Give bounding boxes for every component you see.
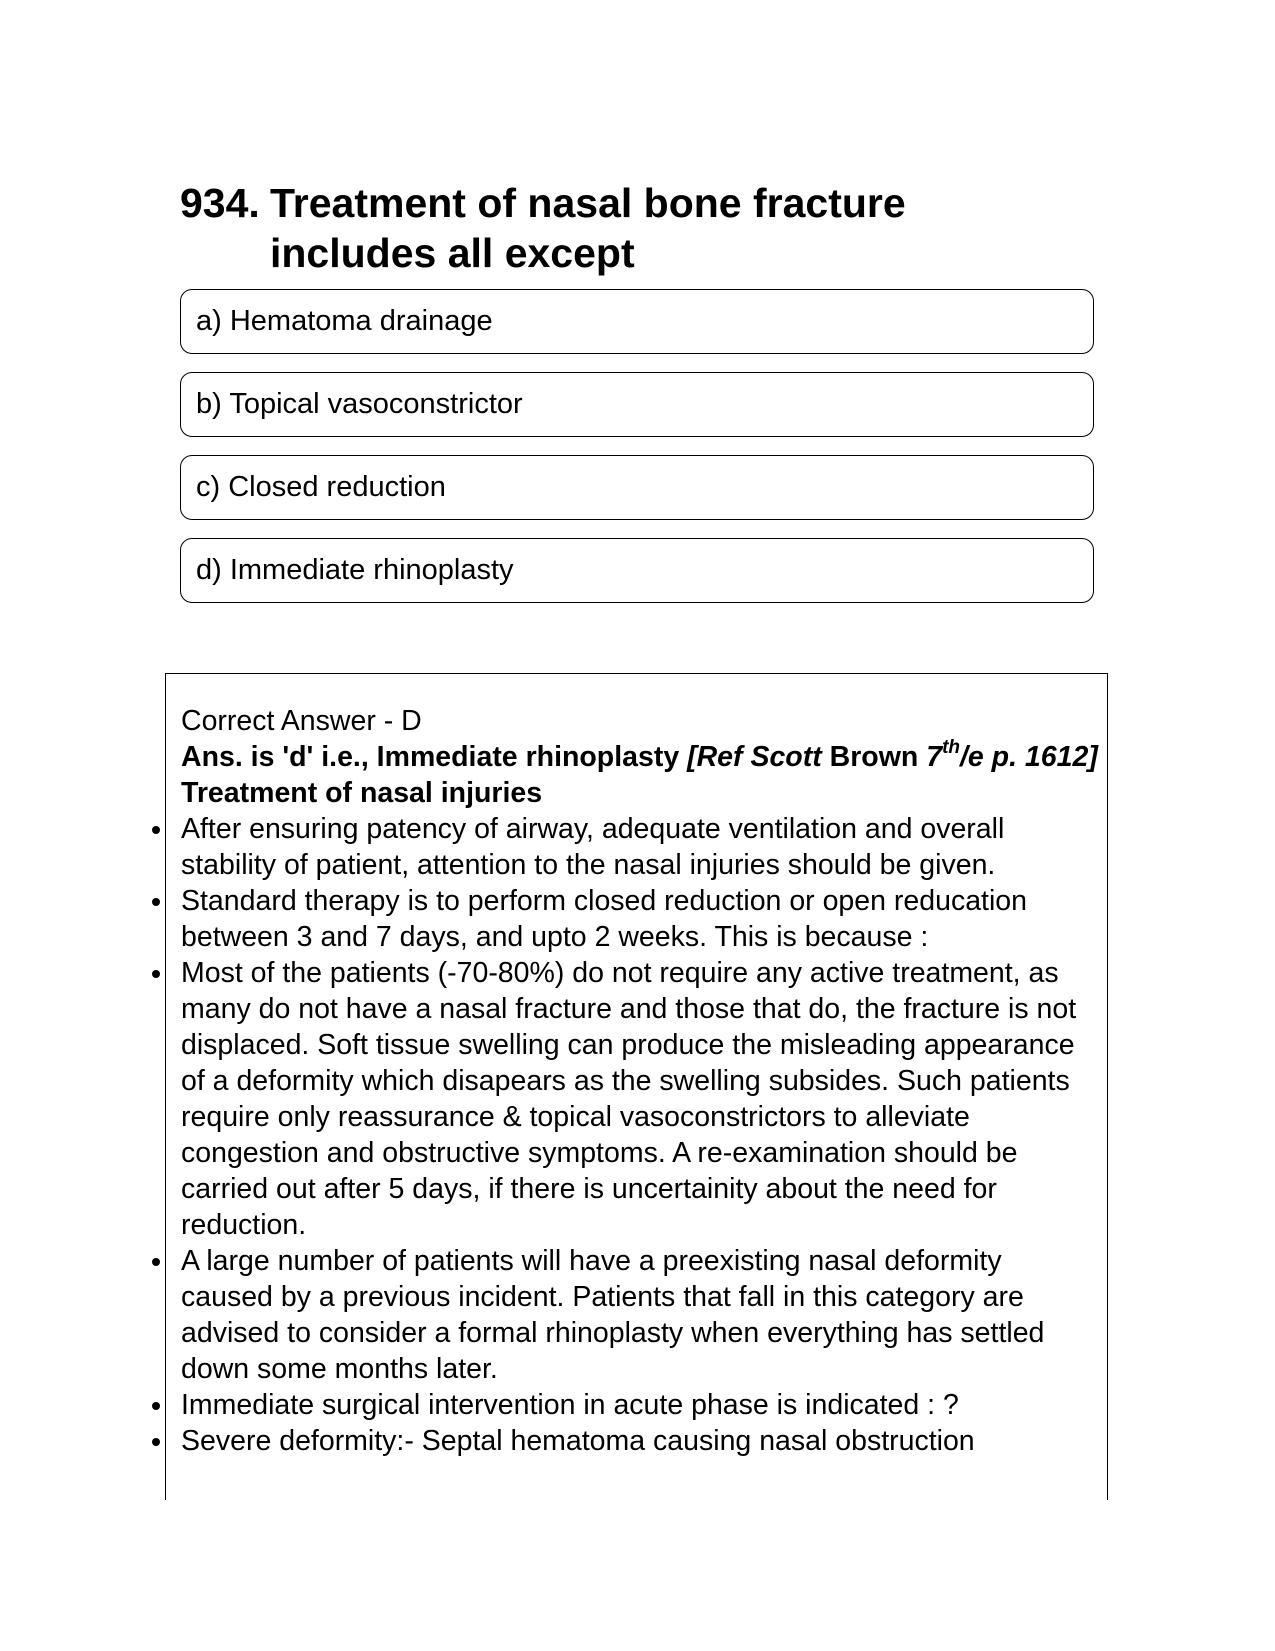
question-number: 934. [180, 180, 260, 226]
bullet-item: A large number of patients will have a preexisting nasal deformity caused by a previous incident. Patients that fall in this category are advised to consider a formal rhinoplasty when everything has settled down some months later. [181, 1243, 1101, 1387]
option-b[interactable]: b) Topical vasoconstrictor [180, 372, 1094, 437]
option-d[interactable]: d) Immediate rhinoplasty [180, 538, 1094, 603]
option-a[interactable]: a) Hematoma drainage [180, 289, 1094, 354]
option-c[interactable]: c) Closed reduction [180, 455, 1094, 520]
section-heading: Treatment of nasal injuries [181, 777, 543, 809]
bullet-item: After ensuring patency of airway, adequate ventilation and overall stability of patient, attention to the nasal injuries should be given. [181, 811, 1101, 883]
reference-author: Brown [821, 741, 927, 773]
reference-part-1: [Ref Scott [687, 741, 822, 773]
reference-edition: 7 [926, 741, 943, 773]
bullet-item: Standard therapy is to perform closed reduction or open reducation between 3 and 7 days, and upto 2 weeks. This is because : [181, 883, 1101, 955]
answer-explanation [181, 703, 1101, 1459]
bullet-item: Most of the patients (-70-80%) do not require any active treatment, as many do not have a nasal fracture and those that do, the fracture is not displaced. Soft tissue swelling can produce the misleading appearance of a deformity which disapears as the swelling subsides. Such patients require only reassurance & topical vasoconstrictors to alleviate congestion and obstructive symptoms. A re-examination should be carried out after 5 days, if there is uncertainity about the need for reduction. [181, 955, 1101, 1243]
correct-answer-line: Correct Answer - D [181, 705, 422, 737]
reference-page: /e p. 1612] [960, 741, 1098, 773]
question-text: Treatment of nasal bone fracture includes all except [270, 180, 906, 276]
explanation-bullet-list [181, 811, 1101, 1459]
answer-statement: Ans. is 'd' i.e., Immediate rhinoplasty [181, 741, 688, 773]
reference-edition-suffix: th [942, 736, 960, 758]
answer-reference-line [181, 736, 1101, 775]
bullet-item: Immediate surgical intervention in acute phase is indicated : ? [181, 1387, 1101, 1423]
bullet-item: Severe deformity:- Septal hematoma causing nasal obstruction [181, 1423, 1101, 1459]
question-heading [180, 178, 1000, 278]
